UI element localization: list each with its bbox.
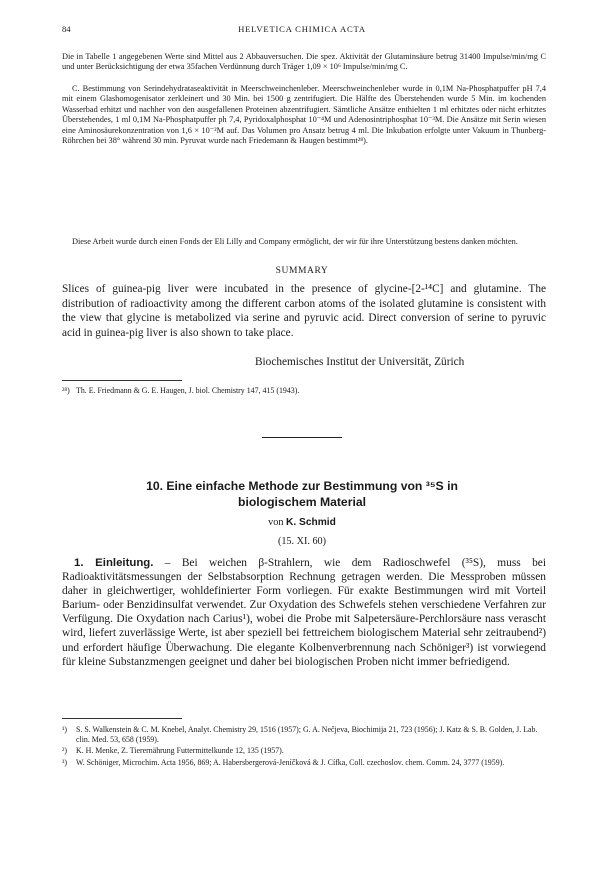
footnote-entry xyxy=(62,725,546,745)
acknowledgement-text: Diese Arbeit wurde durch einen Fonds der Eli Lilly and Company ermöglicht, der wir für ihre Unterstützung bestens danken möchten. xyxy=(72,237,518,246)
footnote-28 xyxy=(62,386,546,397)
introduction-text: – Bei weichen β-Strahlern, wie dem Radioschwefel (³⁵S), muss bei Radioaktivitätsmessungen der Selbstabsorption Rechnung getragen werden. Die Messproben müssen daher in gleichwertiger, wohldefinierter Form vorliegen. Für exakte Bestimmungen wird mit Vorteil Barium- oder Benzidinsulfat verwendet. Zur Oxydation des Schwefels stehen verschiedene Verfahren zur Verfügung. Die Oxydation nach Carius¹), wobei die Probe mit Salpetersäure-Perchlorsäure nass verascht wird, liefert zuverlässige Werte, ist aber speziell bei fettreichem biologischem Material sehr zeitraubend²) und erfordert häufige Überwachung. Die elegante Kolbenverbrennung nach Schöniger³) ist vorwiegend für kleine Substanzmengen geeignet und daher bei biologischen Proben nicht immer befriedigend. xyxy=(62,557,546,668)
affiliation: Biochemisches Institut der Universität, Zürich xyxy=(255,356,465,368)
section-heading: 1. Einleitung. xyxy=(74,557,154,569)
footnotes xyxy=(62,725,546,769)
footnote-entry xyxy=(62,386,546,396)
method-c-paragraph xyxy=(62,84,546,146)
summary-text: Slices of guinea-pig liver were incubated in the presence of glycine-[2-¹⁴C] and glutamine. The distribution of radioactivity among the different carbon atoms of the isolated glutamine is consistent with the view that glycine is metabolized via serine and pyruvic acid. Direct conversion of serine to pyruvic acid in guinea-pig liver is also shown to take place. xyxy=(62,283,546,339)
footnote-entry xyxy=(62,758,546,768)
article-title-line-1: 10. Eine einfache Methode zur Bestimmung von ³⁵S in xyxy=(146,479,458,493)
footnote-text: W. Schöniger, Microchim. Acta 1956, 869; A. Habersbergerová-Jeníčková & J. Cífka, Coll. czechoslov. chem. Comm. 24, 3777 (1959). xyxy=(76,757,505,767)
results-paragraph xyxy=(62,52,546,73)
author-name: K. Schmid xyxy=(286,517,336,528)
introduction-paragraph xyxy=(62,556,546,669)
method-c-text: C. Bestimmung von Serindehydrataseaktivität in Meerschweinchenleber. Meerschweinchenleber wurde in 0,1M Na-Phosphatpuffer pH 7,4 mit einem Glashomogenisator zerkleinert und 30 Min. bei 1500 g zentrifugiert. Die Hälfte des Überstehenden wurde 5 Min. im kochenden Wasserbad erhitzt und nachher von den ausgefallenen Proteinen abzentrifugiert. Sämtliche Ansätze enthielten 1 ml erhitztes oder nicht erhitztes Überstehendes, 1 ml 0,1M Na-Phosphatpuffer ph 7,4, Pyridoxalphosphat 10⁻⁴M und Adenosintriphosphat 10⁻³M. Die Ansätze mit Serin wiesen eine Aminosäurekonzentration von 1,6 × 10⁻²M auf. Das Volumen pro Ansatz betrug 4 ml. Die Inkubation erfolgte unter Vakuum in Thunberg-Röhrchen bei 38° während 30 min. Pyruvat wurde nach Friedemann & Haugen bestimmt²⁸). xyxy=(62,84,546,146)
footnote-divider xyxy=(62,718,182,719)
summary-heading: SUMMARY xyxy=(275,266,329,276)
footnote-marker: ¹) xyxy=(62,725,67,734)
footnote-entry xyxy=(62,746,546,756)
footnote-text: K. H. Menke, Z. Tierernährung Futtermittelkunde 12, 135 (1957). xyxy=(76,746,284,756)
footnote-marker: ²) xyxy=(62,746,67,756)
author-line xyxy=(0,517,604,528)
journal-name: HELVETICA CHIMICA ACTA xyxy=(238,24,366,34)
article-title xyxy=(0,478,604,510)
footnote-text: Th. E. Friedmann & G. E. Haugen, J. biol. Chemistry 147, 415 (1943). xyxy=(76,386,300,395)
article-title-line-2: biologischem Material xyxy=(238,495,366,509)
author-prefix: von xyxy=(268,517,284,528)
footnote-text: S. S. Walkenstein & C. M. Knebel, Analyt. Chemistry 29, 1516 (1957); G. A. Nečjeva, Biochimija 21, 723 (1956); J. Katz & S. B. Golden, J. Lab. clin. Med. 53, 658 (1959). xyxy=(76,725,538,745)
article-separator-rule xyxy=(262,437,342,438)
running-head xyxy=(0,24,604,38)
results-text: Die in Tabelle 1 angegebenen Werte sind Mittel aus 2 Abbauversuchen. Die spez. Aktivität der Glutaminsäure betrug 31400 Impulse/min/mg C und unter Berücksichtigung der etwa 35fachen Verdünnung durch Träger 1,09 × 10⁶ Impulse/min/mg C. xyxy=(62,52,546,72)
footnote-divider xyxy=(62,380,182,381)
footnote-marker: ³) xyxy=(62,757,67,767)
page-number: 84 xyxy=(62,24,71,34)
footnote-marker: ²⁸) xyxy=(62,386,70,395)
received-date: (15. XI. 60) xyxy=(277,536,327,547)
acknowledgement-paragraph xyxy=(62,237,546,247)
